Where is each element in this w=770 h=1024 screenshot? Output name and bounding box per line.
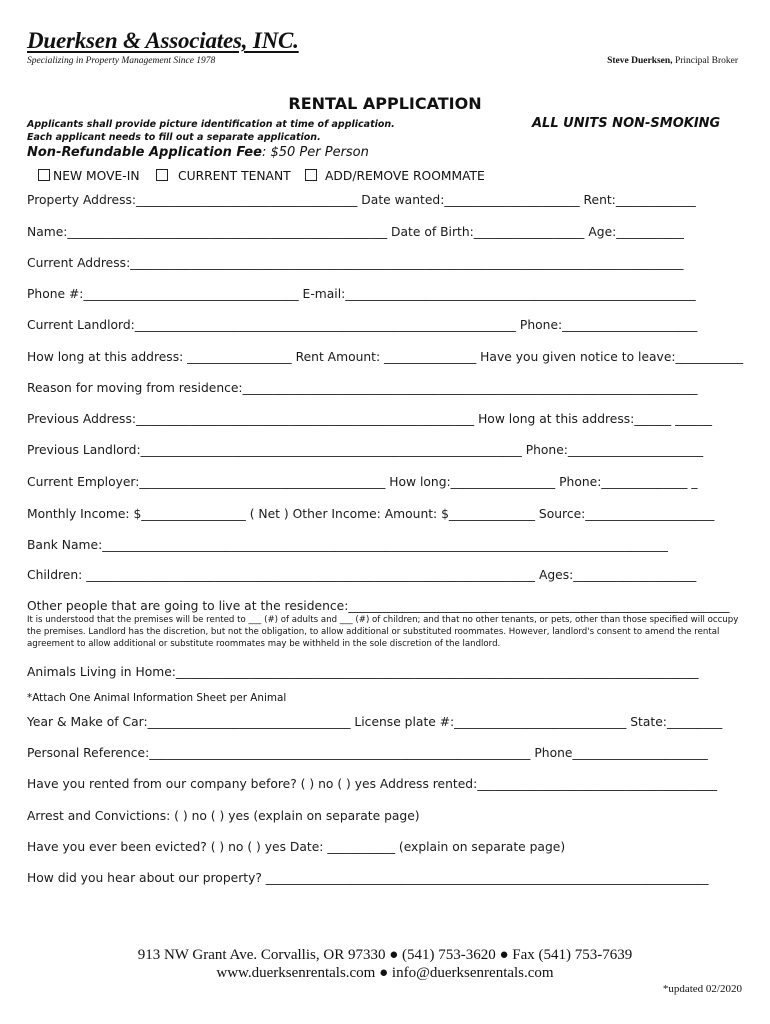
field-monthly-income[interactable]: Monthly Income: $_________________ ( Net ) Other Income: Amount: $______________ Source:_____________________	[27, 507, 715, 521]
footer-contact: www.duerksenrentals.com ● info@duerksenrentals.com	[216, 965, 554, 981]
field-reason-moving[interactable]: Reason for moving from residence:__________________________________________________________________________	[27, 381, 698, 395]
option-new-move-in[interactable]	[38, 169, 140, 183]
option-label: ADD/REMOVE ROOMMATE	[325, 169, 485, 183]
instruction-id: Applicants shall provide picture identification at time of application.	[27, 119, 395, 130]
updated-date: *updated 02/2020	[662, 983, 742, 995]
field-personal-reference[interactable]: Personal Reference:______________________________________________________________ Phone______________________	[27, 746, 708, 760]
option-label: NEW MOVE-IN	[53, 169, 140, 183]
broker-title: Principal Broker	[672, 56, 738, 66]
field-heard-about[interactable]: How did you hear about our property? ________________________________________________________________________	[27, 871, 709, 885]
broker-name: Steve Duerksen,	[607, 56, 673, 66]
field-previous-landlord[interactable]: Previous Landlord:______________________________________________________________ Phone:______________________	[27, 443, 704, 457]
field-current-address[interactable]: Current Address:__________________________________________________________________________________________	[27, 256, 684, 270]
fee-value: : $50 Per Person	[261, 145, 369, 160]
checkbox[interactable]	[38, 169, 50, 181]
field-car[interactable]: Year & Make of Car:_________________________________ License plate #:____________________________ State:_________	[27, 715, 723, 729]
broker-info	[607, 56, 738, 66]
field-rented-before[interactable]: Have you rented from our company before? ( ) no ( ) yes Address rented:_______________________________________	[27, 777, 718, 791]
company-tagline: Specializing in Property Management Since 1978	[27, 56, 216, 66]
footer-address: 913 NW Grant Ave. Corvallis, OR 97330 ● (541) 753-3620 ● Fax (541) 753-7639	[137, 947, 633, 963]
field-property-address[interactable]: Property Address:____________________________________ Date wanted:______________________ Rent:_____________	[27, 193, 696, 207]
non-smoking-notice: ALL UNITS NON-SMOKING	[532, 116, 721, 131]
field-children[interactable]: Children: _________________________________________________________________________ Ages:____________________	[27, 568, 697, 582]
option-label: CURRENT TENANT	[178, 169, 291, 183]
field-current-employer[interactable]: Current Employer:________________________________________ How long:_________________ Phone:______________ _	[27, 475, 698, 489]
field-previous-address[interactable]: Previous Address:_______________________________________________________ How long at this address:______ ______	[27, 412, 713, 426]
instruction-separate: Each applicant needs to fill out a separate application.	[27, 132, 321, 143]
company-name: Duerksen & Associates, INC.	[27, 28, 299, 53]
form-title: RENTAL APPLICATION	[288, 94, 482, 113]
occupancy-disclaimer: It is understood that the premises will be rented to ___ (#) of adults and ___ (#) of children; and that no other tenants, or pets, other than those specified will occupy the premises. Landlord has the discretion, but not the obligation, to allow additional or substituted roommates. However, landlord's consent to amend the rental agreement to allow additional or substitute roommates may be withheld in the sole discretion of the landlord.	[27, 615, 739, 649]
application-fee	[27, 145, 369, 160]
checkbox[interactable]	[305, 169, 317, 181]
animal-sheet-note: *Attach One Animal Information Sheet per Animal	[27, 692, 287, 704]
field-how-long-rent[interactable]: How long at this address: _________________ Rent Amount: _______________ Have you given notice to leave:___________	[27, 350, 744, 364]
field-current-landlord[interactable]: Current Landlord:______________________________________________________________ Phone:______________________	[27, 318, 698, 332]
field-animals[interactable]: Animals Living in Home:_____________________________________________________________________________________	[27, 665, 699, 679]
field-evicted[interactable]: Have you ever been evicted? ( ) no ( ) yes Date: ___________ (explain on separate page)	[27, 840, 566, 854]
option-current-tenant[interactable]	[156, 169, 291, 183]
field-bank-name[interactable]: Bank Name:____________________________________________________________________________________________	[27, 538, 668, 552]
field-arrests[interactable]: Arrest and Convictions: ( ) no ( ) yes (explain on separate page)	[27, 809, 420, 823]
field-other-people[interactable]: Other people that are going to live at the residence:______________________________________________________________	[27, 599, 730, 613]
fee-label: Non-Refundable Application Fee	[27, 145, 262, 160]
option-add-remove-roommate[interactable]	[305, 169, 485, 183]
field-name[interactable]: Name:____________________________________________________ Date of Birth:__________________ Age:___________	[27, 225, 684, 239]
checkbox[interactable]	[156, 169, 168, 181]
field-phone-email[interactable]: Phone #:___________________________________ E-mail:_________________________________________________________	[27, 287, 696, 301]
